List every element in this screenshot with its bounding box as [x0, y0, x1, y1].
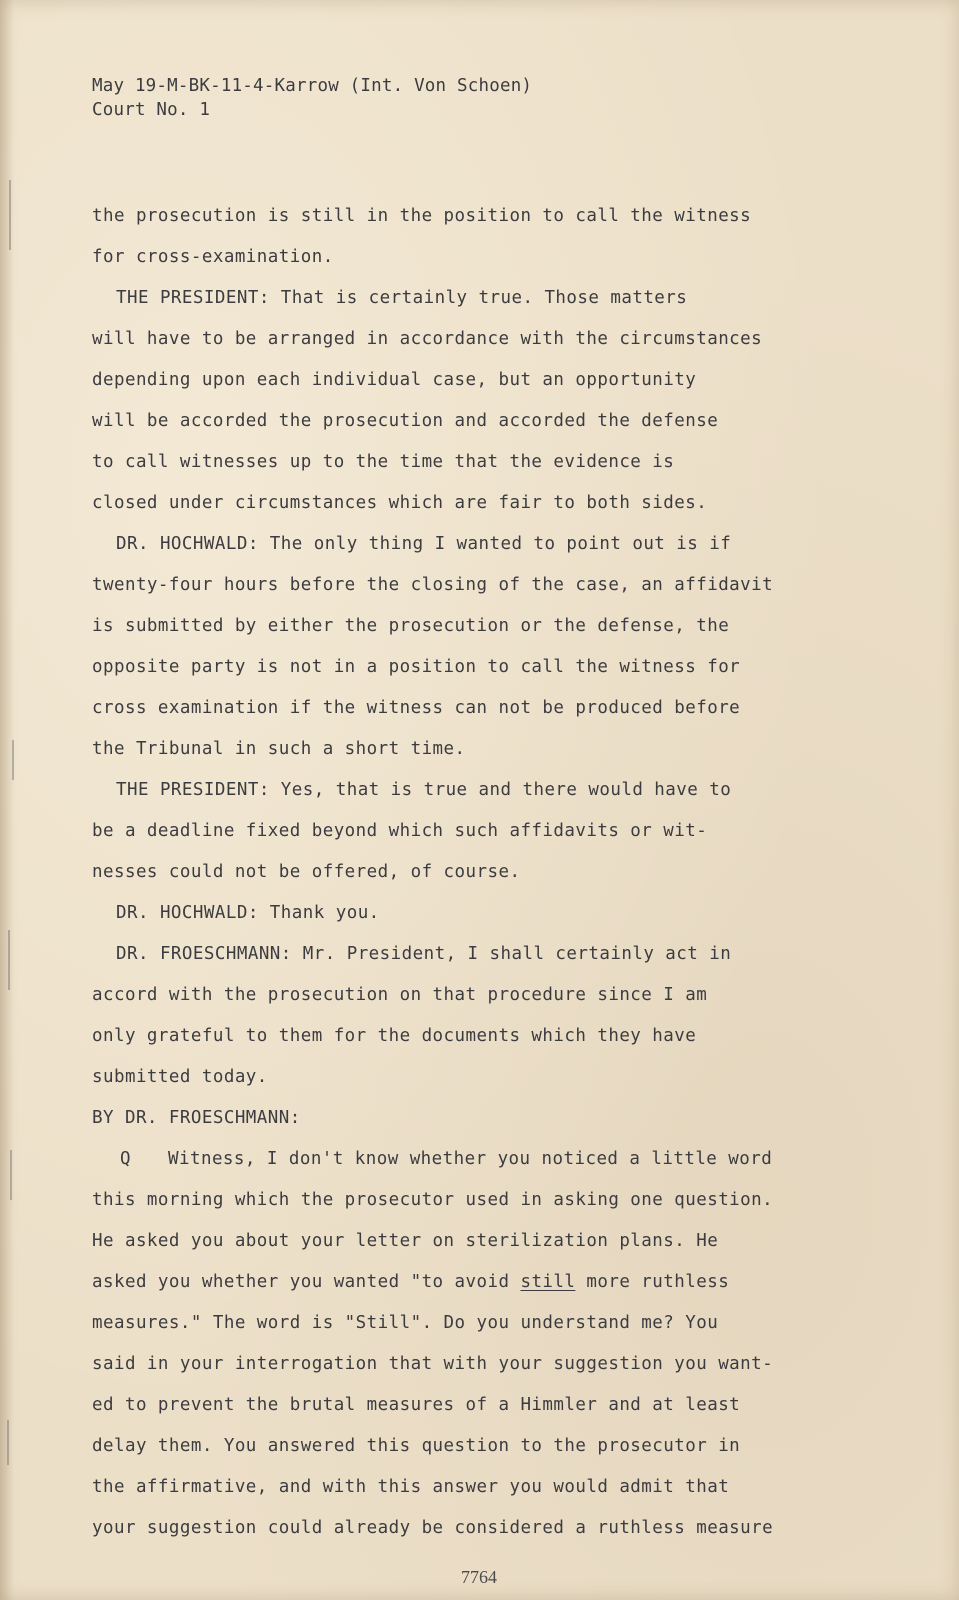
examination-heading: BY DR. FROESCHMANN: — [92, 1108, 301, 1128]
underlined-word: still — [520, 1272, 576, 1292]
transcript-line: measures." The word is "Still". Do you understand me? You — [92, 1313, 719, 1333]
transcript-line: the Tribunal in such a short time. — [92, 739, 466, 759]
transcript-line: nesses could not be offered, of course. — [92, 862, 521, 882]
transcript-line: He asked you about your letter on sterilization plans. He — [92, 1231, 719, 1251]
question-marker: Q — [120, 1149, 131, 1169]
transcript-line: DR. HOCHWALD: The only thing I wanted to point out is if — [116, 534, 732, 554]
transcript-line: ed to prevent the brutal measures of a Himmler and at least — [92, 1395, 741, 1415]
transcript-line: accord with the prosecution on that procedure since I am — [92, 985, 708, 1005]
transcript-line: depending upon each individual case, but an opportunity — [92, 370, 697, 390]
margin-scratch-mark — [9, 180, 11, 250]
transcript-line: be a deadline fixed beyond which such affidavits or wit- — [92, 821, 708, 841]
transcript-line: DR. HOCHWALD: Thank you. — [116, 903, 380, 923]
margin-scratch-mark — [10, 1150, 12, 1200]
transcript-line — [92, 1262, 862, 1303]
transcript-line: THE PRESIDENT: Yes, that is true and there would have to — [116, 780, 732, 800]
page-number: 7764 — [461, 1567, 497, 1587]
transcript-line: only grateful to them for the documents which they have — [92, 1026, 697, 1046]
transcript-line: this morning which the prosecutor used in asking one question. — [92, 1190, 774, 1210]
margin-scratch-mark — [8, 930, 10, 990]
transcript-line: will have to be arranged in accordance with the circumstances — [92, 329, 763, 349]
transcript-text: more ruthless — [575, 1272, 730, 1292]
transcript-line: delay them. You answered this question to the prosecutor in — [92, 1436, 741, 1456]
transcript-line: will be accorded the prosecution and accorded the defense — [92, 411, 719, 431]
transcript-line: is submitted by either the prosecution or the defense, the — [92, 616, 730, 636]
transcript-line: submitted today. — [92, 1067, 268, 1087]
transcript-line: the affirmative, and with this answer you would admit that — [92, 1477, 730, 1497]
question-text: Witness, I don't know whether you noticed a little word — [168, 1149, 773, 1169]
transcript-line: cross examination if the witness can not be produced before — [92, 698, 741, 718]
margin-scratch-mark — [7, 1420, 9, 1465]
transcript-line: the prosecution is still in the position to call the witness — [92, 206, 752, 226]
transcript-line: opposite party is not in a position to call the witness for — [92, 657, 741, 677]
transcript-line: your suggestion could already be considered a ruthless measure — [92, 1518, 774, 1538]
transcript-line: THE PRESIDENT: That is certainly true. Those matters — [116, 288, 688, 308]
question-line — [92, 1139, 862, 1180]
margin-scratch-mark — [12, 740, 14, 780]
transcript-text: asked you whether you wanted "to avoid — [92, 1272, 521, 1292]
transcript-line: said in your interrogation that with your suggestion you want- — [92, 1354, 774, 1374]
transcript-body — [92, 196, 862, 1549]
header-court-line: Court No. 1 — [92, 100, 211, 120]
transcript-line: DR. FROESCHMANN: Mr. President, I shall certainly act in — [116, 944, 732, 964]
header-session-line: May 19-M-BK-11-4-Karrow (Int. Von Schoen) — [92, 76, 533, 96]
transcript-line: to call witnesses up to the time that the evidence is — [92, 452, 675, 472]
transcript-line: twenty-four hours before the closing of the case, an affidavit — [92, 575, 774, 595]
transcript-line: for cross-examination. — [92, 247, 334, 267]
document-header — [92, 74, 532, 122]
transcript-line: closed under circumstances which are fair to both sides. — [92, 493, 708, 513]
